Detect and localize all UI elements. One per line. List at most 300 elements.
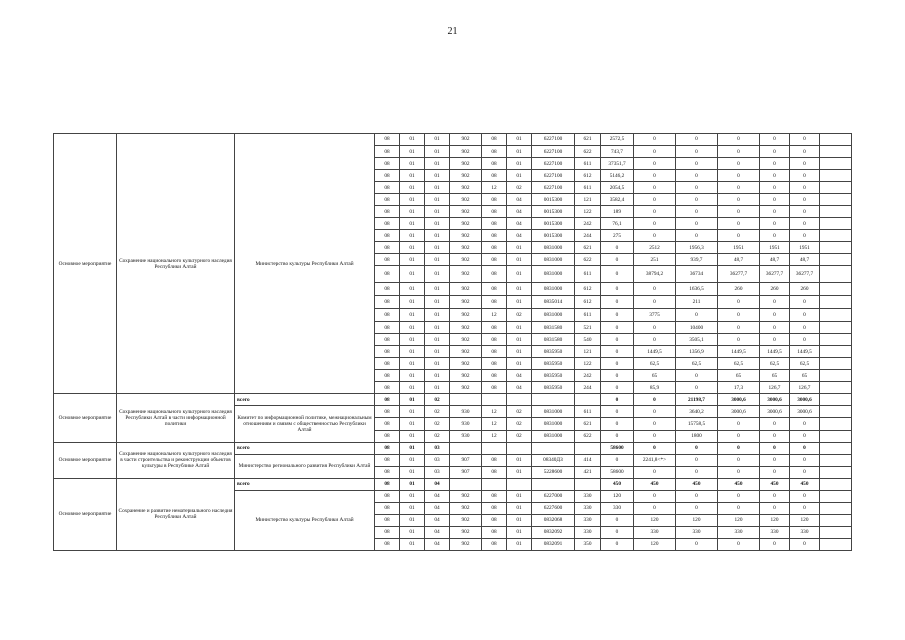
code-or-amount-cell: 0 — [718, 430, 760, 442]
code-or-amount-cell: 08 — [375, 490, 400, 502]
code-or-amount-cell: 0835950 — [532, 370, 575, 382]
code-or-amount-cell: 04 — [507, 382, 532, 394]
code-or-amount-cell: 08 — [375, 526, 400, 538]
total-value-cell — [575, 478, 601, 490]
code-or-amount-cell: 260 — [790, 282, 820, 295]
activity-type-cell: Основное мероприятие — [54, 134, 117, 394]
code-or-amount-cell: 08 — [375, 254, 400, 266]
code-or-amount-cell: 01 — [425, 382, 450, 394]
code-or-amount-cell: 0835950 — [532, 358, 575, 370]
total-value-cell: 02 — [425, 394, 450, 406]
code-or-amount-cell: 02 — [507, 406, 532, 418]
code-or-amount-cell: 08 — [375, 382, 400, 394]
code-or-amount-cell: 3582,4 — [601, 194, 634, 206]
code-or-amount-cell: 0 — [634, 218, 676, 230]
code-or-amount-cell: 08 — [375, 502, 400, 514]
code-or-amount-cell: 62,5 — [634, 358, 676, 370]
code-or-amount-cell: 01 — [425, 146, 450, 158]
code-or-amount-cell: 350 — [575, 538, 601, 550]
total-value-cell — [482, 394, 507, 406]
code-or-amount-cell: 08 — [482, 538, 507, 550]
code-or-amount-cell: 01 — [425, 182, 450, 194]
code-or-amount-cell: 01 — [507, 158, 532, 170]
code-or-amount-cell: 03 — [425, 454, 450, 466]
code-or-amount-cell: 08 — [482, 454, 507, 466]
code-or-amount-cell: 1951 — [790, 242, 820, 254]
code-or-amount-cell: 08 — [482, 346, 507, 358]
activity-name-cell: Сохранение национального культурного наследия Республики Алтай в части информационной политики — [117, 394, 235, 442]
code-or-amount-cell: 0 — [790, 418, 820, 430]
code-or-amount-cell: 04 — [507, 230, 532, 242]
code-or-amount-cell: 08 — [375, 514, 400, 526]
code-or-amount-cell: 244 — [575, 230, 601, 242]
code-or-amount-cell: 0 — [601, 254, 634, 266]
code-or-amount-cell: 08 — [375, 334, 400, 346]
code-or-amount-cell: 0831580 — [532, 334, 575, 346]
code-or-amount-cell: 58600 — [601, 466, 634, 478]
code-or-amount-cell: 08 — [375, 295, 400, 308]
code-or-amount-cell: 902 — [450, 526, 482, 538]
total-value-cell: 450 — [676, 478, 718, 490]
total-value-cell — [450, 442, 482, 454]
code-or-amount-cell: 0 — [601, 430, 634, 442]
empty-cell — [820, 514, 852, 526]
code-or-amount-cell: 902 — [450, 322, 482, 334]
code-or-amount-cell: 1449,5 — [790, 346, 820, 358]
code-or-amount-cell: 01 — [400, 170, 425, 182]
empty-cell — [820, 295, 852, 308]
code-or-amount-cell: 01 — [400, 295, 425, 308]
code-or-amount-cell: 01 — [400, 254, 425, 266]
code-or-amount-cell: 621 — [575, 242, 601, 254]
code-or-amount-cell: 76,1 — [601, 218, 634, 230]
code-or-amount-cell: 01 — [507, 146, 532, 158]
code-or-amount-cell: 0831000 — [532, 254, 575, 266]
code-or-amount-cell: 1449,5 — [634, 346, 676, 358]
code-or-amount-cell: 902 — [450, 490, 482, 502]
empty-cell — [820, 134, 852, 146]
total-value-cell: 3000,6 — [790, 394, 820, 406]
code-or-amount-cell: 414 — [575, 454, 601, 466]
code-or-amount-cell: 0 — [634, 158, 676, 170]
code-or-amount-cell: 17,3 — [718, 382, 760, 394]
code-or-amount-cell: 62,5 — [718, 358, 760, 370]
code-or-amount-cell: 08 — [375, 322, 400, 334]
code-or-amount-cell: 0 — [676, 370, 718, 382]
total-value-cell — [532, 478, 575, 490]
total-value-cell: 450 — [760, 478, 790, 490]
code-or-amount-cell: 08 — [375, 242, 400, 254]
code-or-amount-cell: 01 — [400, 490, 425, 502]
code-or-amount-cell: 01 — [425, 206, 450, 218]
code-or-amount-cell: 0 — [676, 170, 718, 182]
code-or-amount-cell: 0 — [718, 182, 760, 194]
code-or-amount-cell: 02 — [425, 406, 450, 418]
code-or-amount-cell: 01 — [400, 206, 425, 218]
code-or-amount-cell: 0015300 — [532, 230, 575, 242]
code-or-amount-cell: 08 — [482, 206, 507, 218]
code-or-amount-cell: 3000,6 — [790, 406, 820, 418]
code-or-amount-cell: 08 — [375, 538, 400, 550]
code-or-amount-cell: 0 — [634, 418, 676, 430]
total-value-cell: 0 — [634, 442, 676, 454]
code-or-amount-cell: 330 — [575, 502, 601, 514]
code-or-amount-cell: 0 — [634, 295, 676, 308]
budget-table — [53, 133, 852, 551]
empty-cell — [820, 526, 852, 538]
code-or-amount-cell: 08 — [375, 370, 400, 382]
code-or-amount-cell: 08 — [482, 194, 507, 206]
code-or-amount-cell: 65 — [790, 370, 820, 382]
executor-cell: Министерство культуры Республики Алтай — [235, 134, 375, 394]
empty-cell — [820, 538, 852, 550]
code-or-amount-cell: 01 — [400, 242, 425, 254]
code-or-amount-cell: 902 — [450, 146, 482, 158]
empty-cell — [820, 418, 852, 430]
code-or-amount-cell: 902 — [450, 266, 482, 282]
code-or-amount-cell: 01 — [425, 134, 450, 146]
code-or-amount-cell: 08 — [375, 282, 400, 295]
code-or-amount-cell: 04 — [507, 370, 532, 382]
empty-cell — [820, 334, 852, 346]
code-or-amount-cell: 902 — [450, 514, 482, 526]
total-value-cell: 0 — [760, 442, 790, 454]
total-value-cell — [575, 442, 601, 454]
code-or-amount-cell: 0 — [718, 295, 760, 308]
total-value-cell: 3000,6 — [718, 394, 760, 406]
code-or-amount-cell: 65 — [634, 370, 676, 382]
empty-cell — [820, 309, 852, 322]
code-or-amount-cell: 5228600 — [532, 466, 575, 478]
code-or-amount-cell: 04 — [425, 502, 450, 514]
code-or-amount-cell: 0 — [790, 170, 820, 182]
code-or-amount-cell: 6227600 — [532, 502, 575, 514]
code-or-amount-cell: 01 — [425, 170, 450, 182]
code-or-amount-cell: 08340ДЗ — [532, 454, 575, 466]
empty-cell — [820, 146, 852, 158]
code-or-amount-cell: 0 — [760, 218, 790, 230]
code-or-amount-cell: 1951 — [718, 242, 760, 254]
code-or-amount-cell: 0 — [718, 334, 760, 346]
code-or-amount-cell: 242 — [575, 370, 601, 382]
code-or-amount-cell: 04 — [425, 514, 450, 526]
total-row — [54, 442, 852, 454]
code-or-amount-cell: 0 — [790, 430, 820, 442]
code-or-amount-cell: 244 — [575, 382, 601, 394]
code-or-amount-cell: 330 — [634, 526, 676, 538]
code-or-amount-cell: 62,5 — [790, 358, 820, 370]
code-or-amount-cell: 01 — [507, 322, 532, 334]
code-or-amount-cell: 0 — [676, 490, 718, 502]
code-or-amount-cell: 2572,5 — [601, 134, 634, 146]
code-or-amount-cell: 08 — [482, 282, 507, 295]
code-or-amount-cell: 0 — [634, 502, 676, 514]
code-or-amount-cell: 275 — [601, 230, 634, 242]
total-label-cell: всего — [235, 394, 375, 406]
page-number: 21 — [447, 26, 458, 37]
code-or-amount-cell: 0 — [760, 454, 790, 466]
code-or-amount-cell: 01 — [425, 295, 450, 308]
empty-cell — [820, 218, 852, 230]
code-or-amount-cell: 0 — [676, 146, 718, 158]
code-or-amount-cell: 0 — [634, 182, 676, 194]
code-or-amount-cell: 12 — [482, 406, 507, 418]
activity-type-cell: Основное мероприятие — [54, 478, 117, 550]
code-or-amount-cell: 0 — [760, 322, 790, 334]
code-or-amount-cell: 02 — [507, 309, 532, 322]
code-or-amount-cell: 01 — [425, 266, 450, 282]
code-or-amount-cell: 612 — [575, 295, 601, 308]
code-or-amount-cell: 0 — [634, 282, 676, 295]
code-or-amount-cell: 121 — [575, 346, 601, 358]
empty-cell — [820, 242, 852, 254]
code-or-amount-cell: 0 — [718, 194, 760, 206]
total-value-cell: 03 — [425, 442, 450, 454]
code-or-amount-cell: 0 — [790, 182, 820, 194]
code-or-amount-cell: 01 — [400, 418, 425, 430]
code-or-amount-cell: 08 — [375, 346, 400, 358]
code-or-amount-cell: 0 — [718, 158, 760, 170]
code-or-amount-cell: 01 — [400, 146, 425, 158]
code-or-amount-cell: 0 — [634, 322, 676, 334]
code-or-amount-cell: 0 — [718, 466, 760, 478]
code-or-amount-cell: 04 — [425, 526, 450, 538]
code-or-amount-cell: 01 — [400, 346, 425, 358]
code-or-amount-cell: 126,7 — [790, 382, 820, 394]
code-or-amount-cell: 01 — [400, 430, 425, 442]
code-or-amount-cell: 62,5 — [760, 358, 790, 370]
code-or-amount-cell: 36277,7 — [718, 266, 760, 282]
code-or-amount-cell: 01 — [507, 170, 532, 182]
code-or-amount-cell: 0 — [760, 158, 790, 170]
code-or-amount-cell: 01 — [507, 295, 532, 308]
code-or-amount-cell: 02 — [507, 430, 532, 442]
code-or-amount-cell: 0 — [718, 418, 760, 430]
code-or-amount-cell: 6227100 — [532, 170, 575, 182]
code-or-amount-cell: 0831000 — [532, 430, 575, 442]
code-or-amount-cell: 0835950 — [532, 382, 575, 394]
code-or-amount-cell: 611 — [575, 158, 601, 170]
code-or-amount-cell: 902 — [450, 134, 482, 146]
code-or-amount-cell: 0831000 — [532, 406, 575, 418]
code-or-amount-cell: 01 — [425, 158, 450, 170]
code-or-amount-cell: 621 — [575, 134, 601, 146]
code-or-amount-cell: 37351,7 — [601, 158, 634, 170]
code-or-amount-cell: 01 — [425, 242, 450, 254]
total-label-cell: всего — [235, 478, 375, 490]
code-or-amount-cell: 260 — [760, 282, 790, 295]
code-or-amount-cell: 0 — [601, 370, 634, 382]
code-or-amount-cell: 01 — [507, 254, 532, 266]
code-or-amount-cell: 04 — [425, 538, 450, 550]
code-or-amount-cell: 0 — [601, 514, 634, 526]
code-or-amount-cell: 120 — [634, 514, 676, 526]
code-or-amount-cell: 01 — [400, 370, 425, 382]
code-or-amount-cell: 0 — [601, 418, 634, 430]
total-value-cell: 0 — [676, 442, 718, 454]
code-or-amount-cell: 01 — [507, 242, 532, 254]
code-or-amount-cell: 01 — [507, 502, 532, 514]
code-or-amount-cell: 622 — [575, 146, 601, 158]
code-or-amount-cell: 01 — [507, 266, 532, 282]
code-or-amount-cell: 01 — [507, 346, 532, 358]
code-or-amount-cell: 01 — [400, 182, 425, 194]
code-or-amount-cell: 3775 — [634, 309, 676, 322]
code-or-amount-cell: 0 — [718, 146, 760, 158]
code-or-amount-cell: 01 — [400, 322, 425, 334]
code-or-amount-cell: 939,7 — [676, 254, 718, 266]
code-or-amount-cell: 0 — [634, 430, 676, 442]
code-or-amount-cell: 122 — [575, 358, 601, 370]
code-or-amount-cell: 01 — [507, 490, 532, 502]
code-or-amount-cell: 0 — [601, 295, 634, 308]
empty-cell — [820, 442, 852, 454]
code-or-amount-cell: 251 — [634, 254, 676, 266]
code-or-amount-cell: 612 — [575, 170, 601, 182]
code-or-amount-cell: 0 — [601, 266, 634, 282]
code-or-amount-cell: 0015300 — [532, 206, 575, 218]
code-or-amount-cell: 01 — [400, 502, 425, 514]
code-or-amount-cell: 0 — [601, 322, 634, 334]
code-or-amount-cell: 01 — [425, 230, 450, 242]
code-or-amount-cell: 0 — [634, 194, 676, 206]
code-or-amount-cell: 08 — [482, 295, 507, 308]
code-or-amount-cell: 3640,2 — [676, 406, 718, 418]
total-value-cell — [507, 442, 532, 454]
code-or-amount-cell: 08 — [482, 322, 507, 334]
code-or-amount-cell: 08 — [482, 254, 507, 266]
code-or-amount-cell: 0 — [676, 206, 718, 218]
code-or-amount-cell: 611 — [575, 266, 601, 282]
code-or-amount-cell: 08 — [482, 170, 507, 182]
code-or-amount-cell: 1956,3 — [676, 242, 718, 254]
code-or-amount-cell: 1800 — [676, 430, 718, 442]
code-or-amount-cell: 01 — [425, 254, 450, 266]
code-or-amount-cell: 902 — [450, 334, 482, 346]
total-value-cell: 450 — [718, 478, 760, 490]
code-or-amount-cell: 62,5 — [676, 358, 718, 370]
code-or-amount-cell: 0 — [760, 194, 790, 206]
code-or-amount-cell: 0 — [790, 206, 820, 218]
empty-cell — [820, 430, 852, 442]
empty-cell — [820, 266, 852, 282]
code-or-amount-cell: 36734 — [676, 266, 718, 282]
code-or-amount-cell: 0 — [718, 454, 760, 466]
empty-cell — [820, 478, 852, 490]
code-or-amount-cell: 0 — [790, 194, 820, 206]
code-or-amount-cell: 5146,2 — [601, 170, 634, 182]
code-or-amount-cell: 0 — [718, 134, 760, 146]
code-or-amount-cell: 03 — [425, 466, 450, 478]
code-or-amount-cell: 0 — [790, 230, 820, 242]
code-or-amount-cell: 902 — [450, 206, 482, 218]
code-or-amount-cell: 85,9 — [634, 382, 676, 394]
total-value-cell: 58600 — [601, 442, 634, 454]
code-or-amount-cell: 2054,5 — [601, 182, 634, 194]
code-or-amount-cell: 0 — [634, 134, 676, 146]
code-or-amount-cell: 0 — [676, 194, 718, 206]
code-or-amount-cell: 3505,1 — [676, 334, 718, 346]
code-or-amount-cell: 612 — [575, 282, 601, 295]
code-or-amount-cell: 0 — [676, 230, 718, 242]
code-or-amount-cell: 0 — [601, 346, 634, 358]
code-or-amount-cell: 902 — [450, 346, 482, 358]
code-or-amount-cell: 08 — [375, 194, 400, 206]
code-or-amount-cell: 6227100 — [532, 134, 575, 146]
code-or-amount-cell: 08 — [482, 466, 507, 478]
code-or-amount-cell: 38794,2 — [634, 266, 676, 282]
code-or-amount-cell: 02 — [425, 418, 450, 430]
code-or-amount-cell: 0831580 — [532, 322, 575, 334]
code-or-amount-cell: 902 — [450, 218, 482, 230]
code-or-amount-cell: 0 — [634, 170, 676, 182]
code-or-amount-cell: 08 — [375, 466, 400, 478]
code-or-amount-cell: 01 — [425, 218, 450, 230]
code-or-amount-cell: 540 — [575, 334, 601, 346]
code-or-amount-cell: 907 — [450, 454, 482, 466]
code-or-amount-cell: 121 — [575, 194, 601, 206]
total-value-cell — [450, 478, 482, 490]
code-or-amount-cell: 0 — [790, 158, 820, 170]
code-or-amount-cell: 01 — [507, 454, 532, 466]
empty-cell — [820, 406, 852, 418]
code-or-amount-cell: 211 — [676, 295, 718, 308]
code-or-amount-cell: 6227000 — [532, 490, 575, 502]
code-or-amount-cell: 421 — [575, 466, 601, 478]
code-or-amount-cell: 36277,7 — [790, 266, 820, 282]
code-or-amount-cell: 0 — [760, 502, 790, 514]
code-or-amount-cell: 0 — [601, 382, 634, 394]
code-or-amount-cell: 04 — [425, 490, 450, 502]
code-or-amount-cell: 65 — [718, 370, 760, 382]
code-or-amount-cell: 0 — [676, 538, 718, 550]
code-or-amount-cell: 08 — [375, 182, 400, 194]
code-or-amount-cell: 08 — [375, 218, 400, 230]
code-or-amount-cell: 01 — [425, 334, 450, 346]
executor-cell: Министерство культуры Республики Алтай — [235, 490, 375, 550]
total-value-cell: 08 — [375, 442, 400, 454]
code-or-amount-cell: 01 — [425, 370, 450, 382]
code-or-amount-cell: 08 — [482, 370, 507, 382]
code-or-amount-cell: 0 — [760, 430, 790, 442]
empty-cell — [820, 346, 852, 358]
code-or-amount-cell: 01 — [400, 526, 425, 538]
total-value-cell: 04 — [425, 478, 450, 490]
empty-cell — [820, 358, 852, 370]
code-or-amount-cell: 330 — [718, 526, 760, 538]
executor-cell: Министерство регионального развития Республики Алтай — [235, 454, 375, 478]
total-value-cell: 01 — [400, 478, 425, 490]
total-value-cell — [507, 478, 532, 490]
code-or-amount-cell: 08 — [482, 134, 507, 146]
code-or-amount-cell: 611 — [575, 182, 601, 194]
code-or-amount-cell: 611 — [575, 406, 601, 418]
code-or-amount-cell: 08 — [375, 266, 400, 282]
code-or-amount-cell: 08 — [375, 430, 400, 442]
code-or-amount-cell: 0 — [760, 182, 790, 194]
code-or-amount-cell: 0 — [790, 490, 820, 502]
code-or-amount-cell: 10400 — [676, 322, 718, 334]
code-or-amount-cell: 0 — [601, 242, 634, 254]
code-or-amount-cell: 902 — [450, 242, 482, 254]
code-or-amount-cell: 01 — [507, 358, 532, 370]
code-or-amount-cell: 12 — [482, 182, 507, 194]
empty-cell — [820, 502, 852, 514]
code-or-amount-cell: 02 — [425, 430, 450, 442]
code-or-amount-cell: 621 — [575, 418, 601, 430]
code-or-amount-cell: 08 — [375, 454, 400, 466]
code-or-amount-cell: 01 — [425, 346, 450, 358]
